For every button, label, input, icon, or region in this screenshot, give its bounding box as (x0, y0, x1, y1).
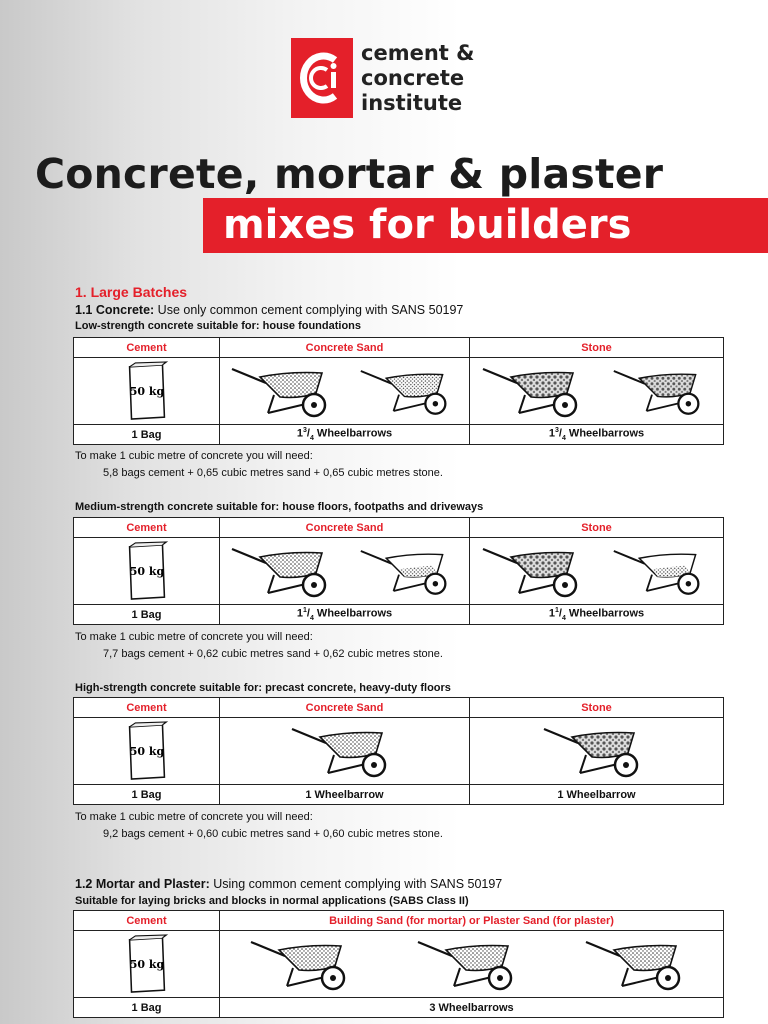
need-detail: 5,8 bags cement + 0,65 cubic metres sand + 0,65 cubic metres stone. (103, 467, 443, 479)
wheelbarrow-sand-icon (416, 936, 526, 992)
stone-wheelbarrows-cell (470, 718, 724, 785)
sand-quantity: 1 Wheelbarrow (220, 785, 470, 805)
need-intro: To make 1 cubic metre of concrete you will need: (75, 811, 313, 823)
wheelbarrow-stone-icon (481, 543, 591, 599)
header-sand: Concrete Sand (220, 698, 470, 718)
header-cement: Cement (74, 518, 220, 538)
sand-wheelbarrows-cell (220, 718, 470, 785)
subsection-heading (75, 303, 463, 317)
wheelbarrow-quarter-stone-icon (612, 545, 712, 597)
need-detail: 7,7 bags cement + 0,62 cubic metres sand + 0,62 cubic metres stone. (103, 648, 443, 660)
cement-bag-icon (125, 361, 169, 421)
wheelbarrow-sand-icon (584, 936, 694, 992)
logo-line: concrete (361, 65, 465, 90)
cement-bag-cell (74, 931, 220, 998)
cement-bag-icon (125, 721, 169, 781)
wheelbarrow-sand-icon (230, 543, 340, 599)
medium-strength-caption: Medium-strength concrete suitable for: house floors, footpaths and driveways (75, 501, 484, 513)
sand-quantity: $1^3/_4$ Wheelbarrows (220, 425, 470, 445)
cement-quantity: 1 Bag (74, 998, 220, 1018)
header-sand: Concrete Sand (220, 338, 470, 358)
subsection-text: Use only common cement complying with SANS 50197 (154, 303, 464, 317)
header-stone: Stone (470, 338, 724, 358)
stone-quantity: 1 Wheelbarrow (470, 785, 724, 805)
logo (291, 38, 474, 118)
header-stone: Stone (470, 698, 724, 718)
wheelbarrow-stone-icon (481, 363, 591, 419)
mortar-caption: Suitable for laying bricks and blocks in normal applications (SABS Class II) (75, 895, 469, 907)
header-building-sand: Building Sand (for mortar) or Plaster Sand (for plaster) (220, 911, 724, 931)
header-sand: Concrete Sand (220, 518, 470, 538)
need-detail: 9,2 bags cement + 0,60 cubic metres sand + 0,60 cubic metres stone. (103, 828, 443, 840)
header-cement: Cement (74, 698, 220, 718)
stone-wheelbarrows-cell (470, 358, 724, 425)
low-strength-requirement (75, 448, 443, 482)
wheelbarrow-stone-icon (612, 365, 712, 417)
svg-text:50 kg: 50 kg (129, 958, 164, 971)
subsection-text: Using common cement complying with SANS 50197 (209, 877, 503, 891)
logo-text (361, 41, 474, 116)
sand-wheelbarrows-cell (220, 931, 724, 998)
low-strength-table (73, 337, 724, 445)
medium-strength-table (73, 517, 724, 625)
header-cement: Cement (74, 338, 220, 358)
stone-quantity: $1^3/_4$ Wheelbarrows (470, 425, 724, 445)
cement-quantity: 1 Bag (74, 425, 220, 445)
section-heading: 1. Large Batches (75, 284, 188, 300)
sand-wheelbarrows-cell (220, 358, 470, 425)
need-intro: To make 1 cubic metre of concrete you will need: (75, 631, 313, 643)
sand-quantity: 3 Wheelbarrows (220, 998, 724, 1018)
wheelbarrow-sand-icon (230, 363, 340, 419)
mortar-plaster-table (73, 910, 724, 1018)
cement-quantity: 1 Bag (74, 785, 220, 805)
medium-strength-requirement (75, 629, 443, 663)
low-strength-caption: Low-strength concrete suitable for: house foundations (75, 320, 362, 332)
wheelbarrow-sand-icon (290, 723, 400, 779)
header-stone: Stone (470, 518, 724, 538)
cement-bag-cell (74, 718, 220, 785)
wheelbarrow-quarter-sand-icon (359, 545, 459, 597)
header-cement: Cement (74, 911, 220, 931)
logo-line: cement & (361, 40, 475, 65)
cement-quantity: 1 Bag (74, 605, 220, 625)
sand-quantity: $1^1/_4$ Wheelbarrows (220, 605, 470, 625)
subsection-label: 1.2 Mortar and Plaster: (75, 877, 210, 891)
cement-bag-icon (125, 934, 169, 994)
high-strength-requirement (75, 809, 443, 843)
subsection-heading (75, 877, 502, 891)
stone-wheelbarrows-cell (470, 538, 724, 605)
high-strength-caption: High-strength concrete suitable for: precast concrete, heavy-duty floors (75, 682, 451, 694)
stone-quantity: $1^1/_4$ Wheelbarrows (470, 605, 724, 625)
wheelbarrow-stone-icon (542, 723, 652, 779)
high-strength-table (73, 697, 724, 805)
cement-bag-cell (74, 358, 220, 425)
svg-text:50 kg: 50 kg (129, 745, 164, 758)
subsection-label: 1.1 Concrete: (75, 303, 155, 317)
wheelbarrow-sand-icon (249, 936, 359, 992)
cement-bag-cell (74, 538, 220, 605)
page-subtitle-banner: mixes for builders (203, 198, 768, 253)
logo-mark-icon (291, 38, 353, 118)
page-title: Concrete, mortar & plaster (35, 150, 664, 198)
svg-text:50 kg: 50 kg (129, 385, 164, 398)
sand-wheelbarrows-cell (220, 538, 470, 605)
need-intro: To make 1 cubic metre of concrete you will need: (75, 450, 313, 462)
logo-line: institute (361, 90, 463, 115)
svg-text:50 kg: 50 kg (129, 565, 164, 578)
cement-bag-icon (125, 541, 169, 601)
wheelbarrow-sand-icon (359, 365, 459, 417)
